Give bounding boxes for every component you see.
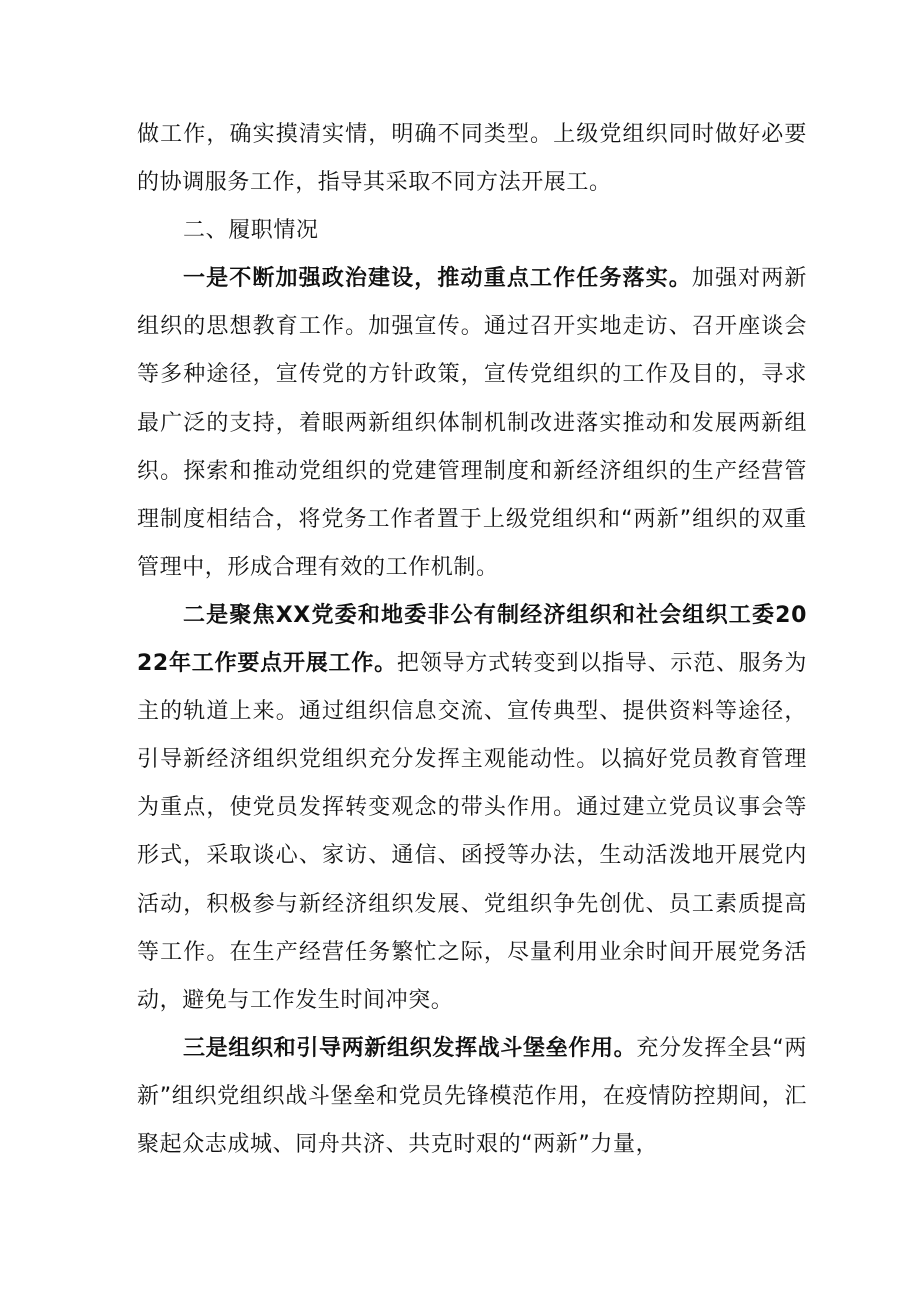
section-heading-text: 二、履职情况 (183, 218, 319, 244)
paragraph-text: 加强对两新组织的思想教育工作。加强宣传。通过召开实地走访、召开座谈会等多种途径，宣传党的方针政策，宣传党组织的工作及目的，寻求最广泛的支持，着眼两新组织体制机制改进落实推动和发展两新组织。探索和推动党组织的党建管理制度和新经济组织的生产经营管理制度相结合，将党务工作者置于上级党组织和“两新”组织的双重管理中，形成合理有效的工作机制。 (137, 266, 807, 580)
paragraph-text: 做工作，确实摸清实情，明确不同类型。上级党组织同时做好必要的协调服务工作，指导其采取不同方法开展工。 (137, 122, 807, 196)
paragraph-continuation (137, 111, 807, 207)
document-body (137, 111, 807, 1169)
paragraph-lead: 二是聚焦XX党委和地委非公有制经济组织和社会组织工委2022年工作要点开展工作。 (137, 602, 807, 677)
section-heading (137, 207, 807, 255)
paragraph-item-3 (137, 1025, 807, 1169)
paragraph-item-1 (137, 255, 807, 592)
paragraph-text: 充分发挥全县“两新”组织党组织战斗堡垒和党员先锋模范作用，在疫情防控期间，汇聚起众志成城、同舟共济、共克时艰的“两新”力量， (137, 1035, 807, 1157)
paragraph-lead: 一是不断加强政治建设，推动重点工作任务落实。 (183, 266, 692, 292)
paragraph-text: 把领导方式转变到以指导、示范、服务为主的轨道上来。通过组织信息交流、宣传典型、提供资料等途径，引导新经济组织党组织充分发挥主观能动性。以搞好党员教育管理为重点，使党员发挥转变观念的带头作用。通过建立党员议事会等形式，采取谈心、家访、通信、函授等办法，生动活泼地开展党内活动，积极参与新经济组织发展、党组织争先创优、员工素质提高等工作。在生产经营任务繁忙之际，尽量利用业余时间开展党务活动，避免与工作发生时间冲突。 (137, 651, 807, 1013)
paragraph-lead: 三是组织和引导两新组织发挥战斗堡垒作用。 (183, 1035, 637, 1061)
paragraph-item-2 (137, 592, 807, 1025)
